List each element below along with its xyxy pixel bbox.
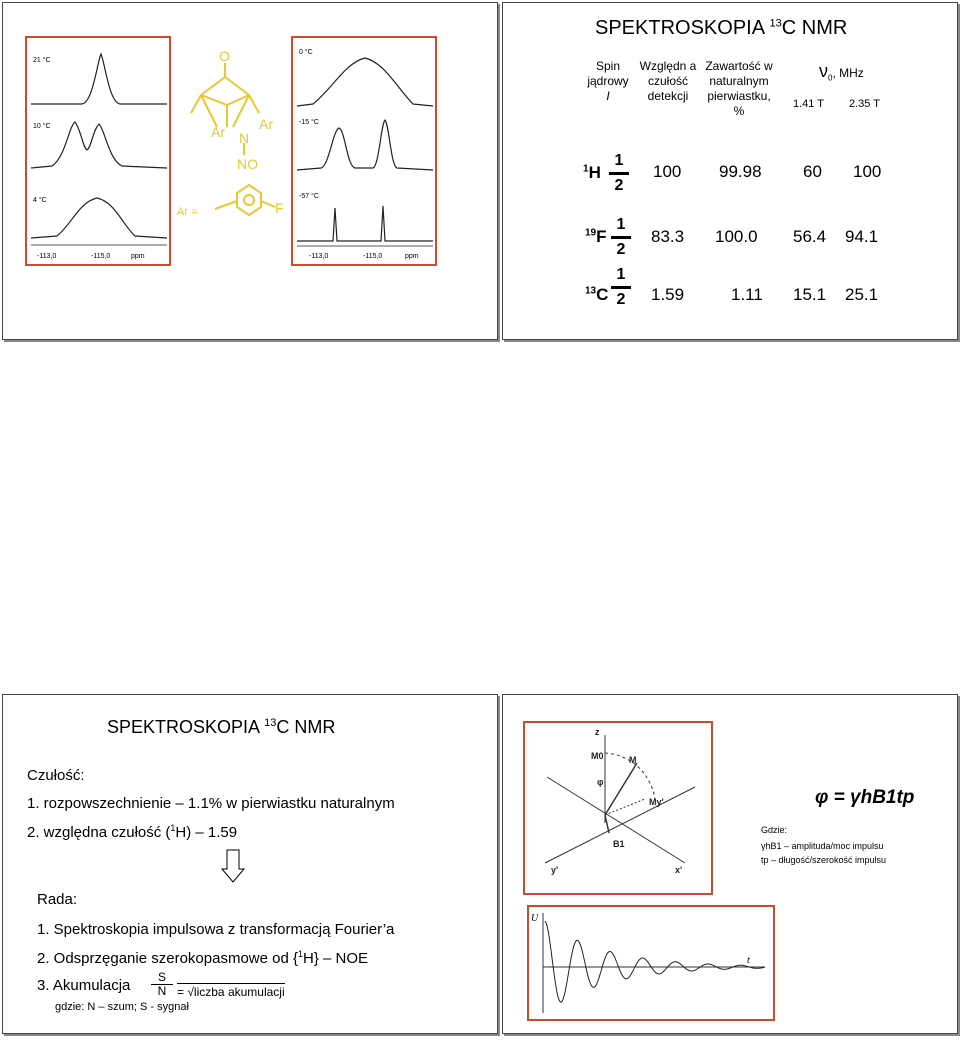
freq1-1H: 60	[803, 162, 822, 181]
sqrt-accumulation: = √liczba akumulacji	[177, 985, 285, 999]
axis-y-prime: y'	[551, 865, 559, 875]
aryl-left: Ar	[211, 124, 225, 140]
label-my: My'	[649, 797, 664, 807]
axis-unit-ppm: ppm	[131, 253, 145, 260]
advice-decoupling: 2. Odsprzęganie szerokopasmowe od {$^1$H} – NOE	[37, 949, 369, 967]
sens-13C: 1.59	[651, 285, 685, 304]
header-sensitivity: Względn a czułość detekcji	[639, 59, 697, 103]
slide-dnmr-spectra	[2, 2, 498, 340]
advice-fourier: 1. Spektroskopia impulsowa z transformacją Fourier’a	[37, 921, 395, 938]
spin-19F: 1 2	[611, 217, 631, 258]
label-m: M	[629, 755, 637, 765]
spectra-right-plot	[293, 38, 435, 264]
sens-1H: 100	[653, 162, 682, 181]
fid-plot	[529, 907, 773, 1019]
spectra-left-plot	[27, 38, 169, 264]
def-duration: tp – długość/szerokość impulsu	[761, 855, 887, 865]
abund-13C: 1.11	[731, 285, 763, 304]
aryl-definition: Ar =	[177, 206, 198, 218]
where-label: Gdzie:	[761, 825, 788, 835]
axis-x-prime: x'	[675, 865, 683, 875]
point-abundance: 1. rozpowszechnienie – 1.1% w pierwiastku naturalnym	[27, 795, 395, 812]
header-frequency: $\nu_0$, MHz	[819, 61, 864, 83]
label-phi: φ	[597, 777, 604, 787]
axis-unit-ppm-r: ppm	[405, 253, 419, 260]
fid-axis-u: U	[531, 913, 539, 924]
nucleus-13C: $^{13}$C	[585, 285, 609, 304]
signal-to-noise-fraction: S N	[151, 971, 173, 998]
axis-tick-1130: -113,0	[37, 253, 57, 260]
temp-label-m57: -57 °C	[299, 193, 319, 200]
vector-diagram-frame	[523, 721, 713, 895]
rotating-frame-diagram	[525, 723, 711, 893]
freq2-1H: 100	[853, 162, 882, 181]
fid-axis-t: t	[747, 955, 750, 966]
header-field-141: 1.41 T	[793, 98, 824, 110]
spectra-frame-left	[25, 36, 171, 266]
point-relative-sensitivity: 2. względna czułość ($^1$H) – 1.59	[27, 823, 238, 841]
slide-pulse-vector	[502, 694, 958, 1034]
aryl-right: Ar	[259, 116, 273, 132]
freq1-19F: 56.4	[793, 227, 827, 246]
freq2-13C: 25.1	[845, 285, 879, 304]
flip-angle-formula: φ = γhB1tp	[815, 787, 915, 808]
header-spin: Spin jądrowy I	[587, 59, 629, 103]
down-arrow-icon	[221, 849, 245, 883]
label-m0: M0	[591, 751, 604, 761]
header-abundance: Zawartość w naturalnym pierwiastku, %	[705, 59, 773, 118]
fid-frame	[527, 905, 775, 1021]
spectra-frame-right	[291, 36, 437, 266]
footnote: gdzie: N – szum; S - sygnał	[55, 1001, 189, 1013]
advice-accumulation: 3. Akumulacja	[37, 977, 131, 994]
nucleus-1H: $^1$H	[583, 163, 601, 182]
freq2-19F: 94.1	[845, 227, 879, 246]
abund-19F: 100.0	[715, 227, 758, 246]
def-amplitude: γhB1 – amplituda/moc impulsu	[761, 841, 884, 851]
sensitivity-heading: Czułość:	[27, 767, 85, 784]
slide-sensitivity	[2, 694, 498, 1034]
header-field-235: 2.35 T	[849, 98, 880, 110]
freq1-13C: 15.1	[793, 285, 827, 304]
temp-label-10: 10 °C	[33, 123, 51, 130]
sens-19F: 83.3	[651, 227, 685, 246]
slide-nuclei-table	[502, 2, 958, 340]
axis-tick-1150: -115,0	[91, 253, 111, 260]
spin-1H: 1 2	[609, 153, 629, 194]
axis-tick-1150-r: -115,0	[363, 253, 383, 260]
label-b1: B1	[613, 839, 625, 849]
spin-13C: 1 2	[611, 267, 631, 308]
temp-label-4: 4 °C	[33, 197, 47, 204]
axis-z: z	[595, 727, 600, 737]
abund-1H: 99.98	[719, 162, 762, 181]
nucleus-19F: $^{19}$F	[585, 227, 607, 246]
nitroso-group: NO	[237, 156, 258, 172]
temp-label-0: 0 °C	[299, 49, 313, 56]
axis-tick-1130-r: -113,0	[309, 253, 329, 260]
temp-label-21: 21 °C	[33, 57, 51, 64]
temp-label-m15: -15 °C	[299, 119, 319, 126]
fluorine-atom: F	[275, 200, 284, 216]
nitrogen: N	[239, 130, 250, 146]
molecule-structure	[171, 43, 295, 233]
ketone-oxygen: O	[219, 48, 230, 64]
slide2-title: SPEKTROSKOPIA $^{13}$C NMR	[595, 17, 848, 39]
advice-heading: Rada:	[37, 891, 78, 908]
slide3-title: SPEKTROSKOPIA $^{13}$C NMR	[107, 717, 336, 737]
